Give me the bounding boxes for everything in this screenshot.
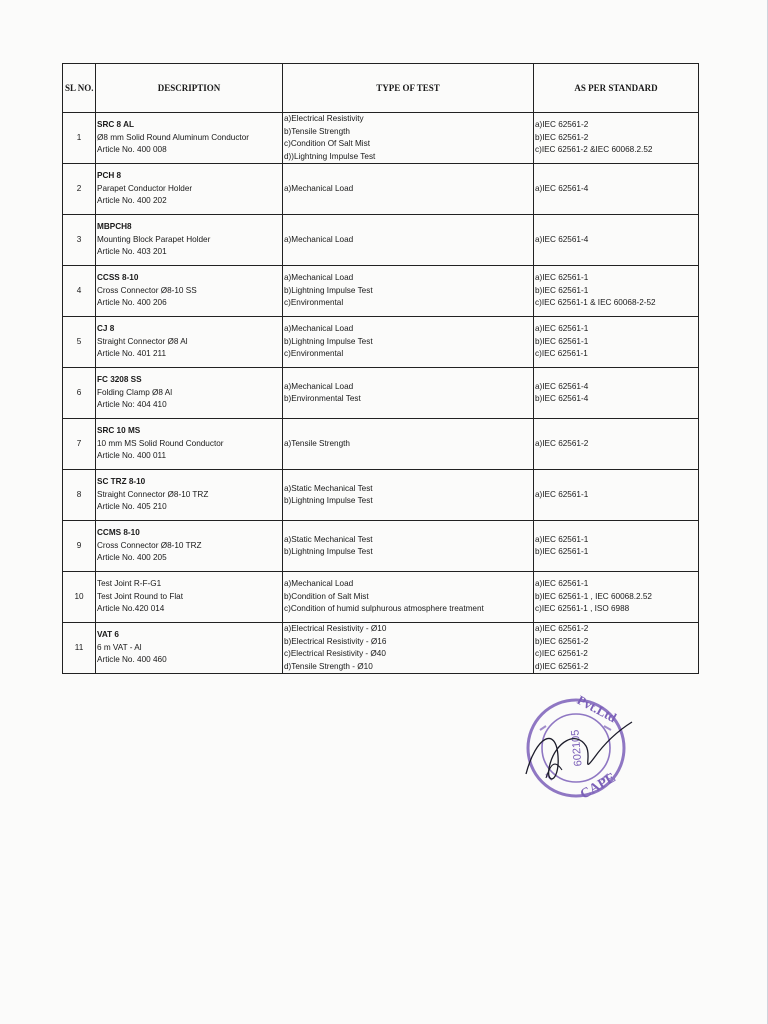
- row-standard: [534, 113, 699, 164]
- table-row: [63, 572, 699, 623]
- row-type-of-test: [283, 521, 534, 572]
- standard-item: c)IEC 62561-1: [535, 349, 588, 359]
- description-line: Article No. 400 011: [97, 451, 167, 461]
- standard-item: a)IEC 62561-1: [535, 489, 589, 499]
- row-type-of-test: [283, 113, 534, 164]
- test-item: a)Mechanical Load: [284, 324, 354, 334]
- product-code: MBPCH8: [97, 222, 132, 232]
- row-description: [96, 317, 283, 368]
- standard-item: a)IEC 62561-4: [535, 183, 589, 193]
- row-description: [96, 623, 283, 674]
- row-description: [96, 368, 283, 419]
- standard-item: a)IEC 62561-4: [535, 234, 589, 244]
- description-line: Mounting Block Parapet Holder: [97, 234, 211, 244]
- header-type-of-test: TYPE OF TEST: [283, 64, 534, 113]
- row-sl-no: 1: [63, 113, 96, 164]
- company-stamp-seal: [516, 686, 634, 804]
- row-type-of-test: [283, 623, 534, 674]
- description-line: Straight Connector Ø8 Al: [97, 336, 188, 346]
- table-body: [63, 113, 699, 674]
- standard-item: b)IEC 62561-1: [535, 285, 589, 295]
- row-description: [96, 521, 283, 572]
- svg-text:CAPE: CAPE: [577, 770, 619, 803]
- standard-item: a)IEC 62561-2: [535, 120, 589, 130]
- test-item: c)Condition of humid sulphurous atmosphere treatment: [284, 604, 484, 614]
- description-line: Folding Clamp Ø8 Al: [97, 387, 173, 397]
- test-item: b)Lightning Impulse Test: [284, 285, 373, 295]
- standard-item: c)IEC 62561-1 , ISO 6988: [535, 604, 630, 614]
- description-line: Article No. 401 211: [97, 349, 167, 359]
- row-sl-no: 9: [63, 521, 96, 572]
- product-code: CJ 8: [97, 324, 115, 334]
- description-line: 6 m VAT - Al: [97, 642, 142, 652]
- table-row: [63, 521, 699, 572]
- test-item: a)Electrical Resistivity - Ø10: [284, 624, 387, 633]
- table-row: [63, 623, 699, 674]
- row-description: [96, 470, 283, 521]
- row-standard: [534, 572, 699, 623]
- table-header-row: [63, 64, 699, 113]
- test-item: a)Mechanical Load: [284, 234, 354, 244]
- product-code: SC TRZ 8-10: [97, 477, 146, 487]
- header-as-per-standard: AS PER STANDARD: [534, 64, 699, 113]
- test-item: a)Mechanical Load: [284, 381, 354, 391]
- row-type-of-test: [283, 215, 534, 266]
- row-standard: [534, 419, 699, 470]
- test-item: c)Environmental: [284, 349, 344, 359]
- standard-item: c)IEC 62561-2: [535, 649, 588, 658]
- standard-item: a)IEC 62561-4: [535, 381, 589, 391]
- test-item: b)Tensile Strength: [284, 126, 350, 136]
- table-row: [63, 164, 699, 215]
- row-description: [96, 419, 283, 470]
- test-item: b)Condition of Salt Mist: [284, 591, 369, 601]
- row-description: [96, 164, 283, 215]
- table-row: [63, 266, 699, 317]
- table-row: [63, 368, 699, 419]
- description-line: 10 mm MS Solid Round Conductor: [97, 438, 224, 448]
- product-code: PCH 8: [97, 171, 122, 181]
- test-item: a)Mechanical Load: [284, 183, 354, 193]
- row-sl-no: 5: [63, 317, 96, 368]
- product-code: VAT 6: [97, 630, 119, 640]
- row-type-of-test: [283, 368, 534, 419]
- description-line: Article No. 403 201: [97, 247, 167, 257]
- test-item: b)Lightning Impulse Test: [284, 547, 373, 556]
- test-item: b)Environmental Test: [284, 394, 361, 403]
- product-code: CCSS 8-10: [97, 273, 139, 283]
- test-item: a)Static Mechanical Test: [284, 534, 373, 544]
- standard-item: b)IEC 62561-1: [535, 336, 589, 346]
- description-line: Cross Connector Ø8-10 TRZ: [97, 540, 202, 550]
- row-type-of-test: [283, 419, 534, 470]
- standard-item: a)IEC 62561-2: [535, 438, 589, 448]
- standard-item: b)IEC 62561-4: [535, 394, 589, 403]
- standard-item: a)IEC 62561-1: [535, 534, 589, 544]
- standard-item: b)IEC 62561-2: [535, 636, 589, 646]
- header-sl-no: SL NO.: [63, 64, 96, 113]
- description-line: Article No.420 014: [97, 604, 165, 614]
- description-line: Test Joint R-F-G1: [97, 579, 162, 589]
- row-type-of-test: [283, 572, 534, 623]
- description-line: Article No. 400 008: [97, 145, 167, 155]
- row-description: [96, 215, 283, 266]
- row-type-of-test: [283, 266, 534, 317]
- description-line: Article No. 405 210: [97, 502, 167, 512]
- row-standard: [534, 368, 699, 419]
- row-sl-no: 10: [63, 572, 96, 623]
- standard-item: b)IEC 62561-1: [535, 547, 589, 556]
- row-sl-no: 6: [63, 368, 96, 419]
- test-item: b)Electrical Resistivity - Ø16: [284, 636, 387, 646]
- test-item: c)Condition Of Salt Mist: [284, 139, 370, 148]
- test-item: a)Mechanical Load: [284, 579, 354, 589]
- table-row: [63, 317, 699, 368]
- row-description: [96, 113, 283, 164]
- svg-text:Pvt.Ltd: Pvt.Ltd: [574, 692, 620, 726]
- row-type-of-test: [283, 164, 534, 215]
- test-item: c)Environmental: [284, 298, 344, 308]
- test-item: a)Electrical Resistivity: [284, 114, 364, 123]
- test-item: c)Electrical Resistivity - Ø40: [284, 649, 386, 658]
- description-line: Article No. 400 460: [97, 655, 167, 665]
- description-line: Cross Connector Ø8-10 SS: [97, 285, 197, 295]
- row-sl-no: 8: [63, 470, 96, 521]
- standard-item: b)IEC 62561-1 , IEC 60068.2.52: [535, 591, 652, 601]
- description-line: Parapet Conductor Holder: [97, 183, 193, 193]
- standard-item: a)IEC 62561-2: [535, 624, 589, 633]
- standard-item: c)IEC 62561-2 &IEC 60068.2.52: [535, 145, 653, 155]
- row-standard: [534, 521, 699, 572]
- standard-item: a)IEC 62561-1: [535, 273, 589, 283]
- row-standard: [534, 266, 699, 317]
- table-row: [63, 419, 699, 470]
- standard-item: a)IEC 62561-1: [535, 324, 589, 334]
- description-line: Straight Connector Ø8-10 TRZ: [97, 489, 209, 499]
- product-code: CCMS 8-10: [97, 528, 140, 538]
- table-row: [63, 215, 699, 266]
- product-code: SRC 8 AL: [97, 120, 134, 130]
- row-sl-no: 11: [63, 623, 96, 674]
- test-item: a)Mechanical Load: [284, 273, 354, 283]
- row-sl-no: 3: [63, 215, 96, 266]
- standard-item: b)IEC 62561-2: [535, 132, 589, 142]
- description-line: Article No: 404 410: [97, 400, 167, 410]
- test-item: a)Tensile Strength: [284, 438, 350, 448]
- row-sl-no: 4: [63, 266, 96, 317]
- test-item: b)Lightning Impulse Test: [284, 496, 373, 505]
- row-type-of-test: [283, 317, 534, 368]
- description-line: Article No. 400 206: [97, 298, 167, 308]
- test-item: d))Lightning Impulse Test: [284, 151, 376, 161]
- test-item: a)Static Mechanical Test: [284, 483, 373, 493]
- row-description: [96, 572, 283, 623]
- row-standard: [534, 623, 699, 674]
- row-description: [96, 266, 283, 317]
- row-standard: [534, 164, 699, 215]
- description-line: Ø8 mm Solid Round Aluminum Conductor: [97, 132, 249, 142]
- test-item: b)Lightning Impulse Test: [284, 336, 373, 346]
- test-item: d)Tensile Strength - Ø10: [284, 661, 373, 671]
- standard-item: a)IEC 62561-1: [535, 579, 589, 589]
- standard-item: c)IEC 62561-1 & IEC 60068-2-52: [535, 298, 656, 308]
- table-row: [63, 113, 699, 164]
- product-code: FC 3208 SS: [97, 375, 142, 385]
- product-code: SRC 10 MS: [97, 426, 141, 436]
- header-description: DESCRIPTION: [96, 64, 283, 113]
- description-line: Article No. 400 205: [97, 553, 167, 563]
- description-line: Test Joint Round to Flat: [97, 591, 184, 601]
- test-table: [62, 63, 699, 674]
- row-standard: [534, 317, 699, 368]
- standard-item: d)IEC 62561-2: [535, 661, 589, 671]
- row-sl-no: 7: [63, 419, 96, 470]
- table-row: [63, 470, 699, 521]
- row-sl-no: 2: [63, 164, 96, 215]
- svg-text:602105: 602105: [569, 729, 585, 767]
- row-standard: [534, 215, 699, 266]
- row-type-of-test: [283, 470, 534, 521]
- description-line: Article No. 400 202: [97, 196, 167, 206]
- row-standard: [534, 470, 699, 521]
